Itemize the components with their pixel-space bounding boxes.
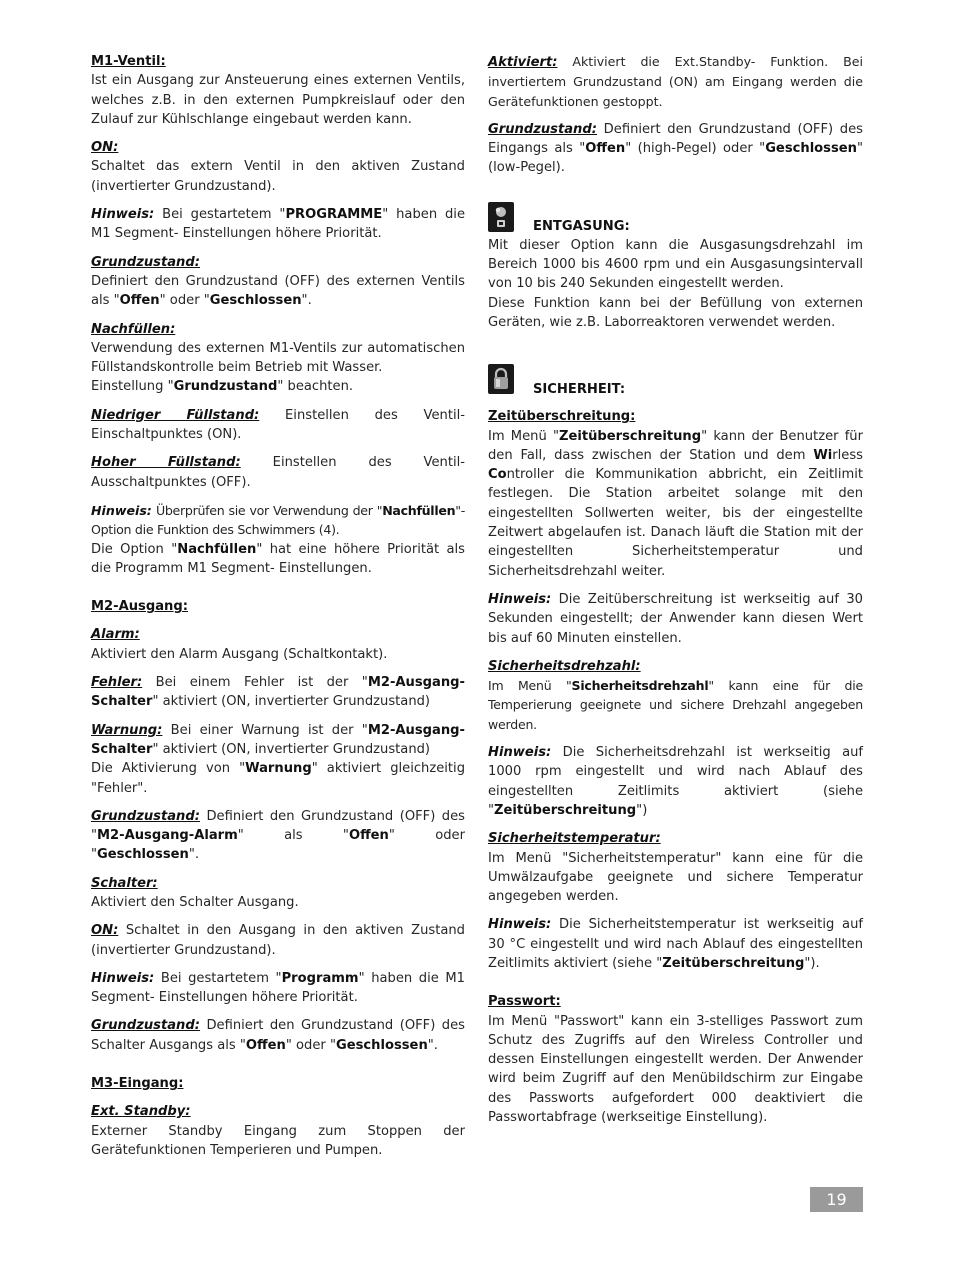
sicherheit-header xyxy=(488,364,863,398)
m2-fehler: Fehler: Bei einem Fehler ist der "M2-Ausgang-Schalter" aktiviert (ON, invertierter Grundzustand) xyxy=(91,675,465,710)
m2-alarm-label: Alarm: xyxy=(91,627,140,643)
m2-warnung-2: Die Aktivierung von "Warnung" aktiviert gleichzeitig "Fehler". xyxy=(91,761,466,796)
m2-schalter-text: Aktiviert den Schalter Ausgang. xyxy=(91,894,299,910)
m1-hinweis: Hinweis: Bei gestartetem "PROGRAMME" haben die M1 Segment- Einstellungen höhere Priorität. xyxy=(91,207,465,242)
m1-hinweis-2b: Die Option "Nachfüllen" hat eine höhere Priorität als die Programm M1 Segment- Einstellungen. xyxy=(91,541,465,576)
zeit-hinweis: Hinweis: Die Zeitüberschreitung ist werkseitig auf 30 Sekunden eingestellt; der Anwender kann diesen Wert bis auf 60 Minuten einstellen. xyxy=(488,591,863,646)
aktiviert: Aktiviert: Aktiviert die Ext.Standby- Funktion. Bei invertiertem Grundzustand (ON) am Eingang werden die Gerätefunktionen gestoppt. xyxy=(488,54,863,109)
m1-grundzustand-label: Grundzustand: xyxy=(91,254,200,270)
entgasung-text-1: Mit dieser Option kann die Ausgasungsdrehzahl im Bereich 1000 bis 4600 rpm und ein Ausgasungsintervall von 10 bis 240 Sekunden eingestellt werden. xyxy=(488,237,863,292)
m1-hinweis-2: Hinweis: Überprüfen sie vor Verwendung der "Nachfüllen"-Option die Funktion des Schwimmers (4). xyxy=(91,502,465,538)
m1-hoher-fuellstand: Hoher Füllstand: Einstellen des Ventil- Ausschaltpunktes (OFF). xyxy=(91,455,465,490)
left-column xyxy=(91,52,465,1160)
drehzahl-text: Im Menü "Sicherheitsdrehzahl" kann eine für die Temperierung geeignete und sichere Drehzahl angegeben werden. xyxy=(488,678,863,732)
m1-nachfuellen-label: Nachfüllen: xyxy=(91,321,176,337)
degassing-icon xyxy=(488,202,514,232)
m3-ext-standby-text: Externer Standby Eingang zum Stoppen der Gerätefunktionen Temperieren und Pumpen. xyxy=(91,1123,465,1158)
m2-grundzustand: Grundzustand: Definiert den Grundzustand (OFF) des "M2-Ausgang-Alarm" als "Offen" oder "Geschlossen". xyxy=(91,808,465,863)
entgasung-title: ENTGASUNG: xyxy=(533,219,630,235)
m2-alarm-text: Aktiviert den Alarm Ausgang (Schaltkontakt). xyxy=(91,646,388,662)
temperatur-hinweis: Hinweis: Die Sicherheitstemperatur ist werkseitig auf 30 °C eingestellt und wird nach Ablauf des eingestellten Zeitlimits aktiviert (siehe "Zeitüberschreitung"). xyxy=(488,917,863,971)
m3-grundzustand: Grundzustand: Definiert den Grundzustand (OFF) des Eingangs als "Offen" (high-Pegel) oder "Geschlossen" (low-Pegel). xyxy=(488,121,863,176)
sicherheit-title: SICHERHEIT: xyxy=(533,381,626,397)
passwort-heading: Passwort: xyxy=(488,994,561,1010)
m1-niedriger-fuellstand: Niedriger Füllstand: Einstellen des Ventil- Einschaltpunktes (ON). xyxy=(91,407,465,443)
m2-warnung: Warnung: Bei einer Warnung ist der "M2-Ausgang-Schalter" aktiviert (ON, invertierter Grundzustand) xyxy=(91,722,465,757)
drehzahl-label: Sicherheitsdrehzahl: xyxy=(488,658,641,674)
m1-heading: M1-Ventil: xyxy=(91,54,166,69)
m2-hinweis: Hinweis: Bei gestartetem "Programm" haben die M1 Segment- Einstellungen höhere Priorität. xyxy=(91,970,465,1006)
m1-grundzustand-text: Definiert den Grundzustand (OFF) des externen Ventils als "Offen" oder "Geschlossen". xyxy=(91,273,465,309)
m2-on: ON: Schaltet in den Ausgang in den aktiven Zustand (invertierter Grundzustand). xyxy=(91,923,465,958)
entgasung-text-2: Diese Funktion kann bei der Befüllung von externen Geräten, wie z.B. Laborreaktoren verwendet werden. xyxy=(488,295,863,330)
passwort-text: Im Menü "Passwort" kann ein 3-stelliges Passwort zum Schutz des Zugriffs auf den Wireless Controller und dessen Einstellungen eingestellt werden. Der Anwender wird beim Zugriff auf den Menübildschirm zur Eingabe des Passworts aufgefordert 000 deaktiviert die Passwortabfrage (werkseitige Einstellung). xyxy=(488,1013,863,1126)
right-column xyxy=(488,52,863,1127)
m2-schalter-label: Schalter: xyxy=(91,875,158,891)
temperatur-label: Sicherheitstemperatur: xyxy=(488,831,661,847)
page-number: 19 xyxy=(810,1187,863,1212)
m3-ext-standby-label: Ext. Standby: xyxy=(91,1104,191,1120)
padlock-icon xyxy=(488,364,514,394)
m2-grundzustand-2: Grundzustand: Definiert den Grundzustand (OFF) des Schalter Ausgangs als "Offen" oder "Geschlossen". xyxy=(91,1018,465,1053)
m1-on-text: Schaltet das extern Ventil in den aktiven Zustand (invertierter Grundzustand). xyxy=(91,159,465,194)
entgasung-header xyxy=(488,202,863,236)
m3-heading: M3-Eingang: xyxy=(91,1076,184,1092)
drehzahl-hinweis: Hinweis: Die Sicherheitsdrehzahl ist werkseitig auf 1000 rpm eingestellt und wird nach Ablauf des eingestellten Zeitlimits aktiviert (siehe "Zeitüberschreitung") xyxy=(488,745,863,818)
m1-description: Ist ein Ausgang zur Ansteuerung eines externen Ventils, welches z.B. in den externen Pumpkreislauf oder den Zulauf zur Kühlschlange eingebaut werden kann. xyxy=(91,73,465,127)
zeit-heading: Zeitüberschreitung: xyxy=(488,409,636,425)
zeit-text: Im Menü "Zeitüberschreitung" kann der Benutzer für den Fall, dass zwischen der Station und dem Wirless Controller die Kommunikation abbricht, ein Zeitlimit festlegen. Die Station arbeitet solange mit den eingestellten Sollwerten weiter, bis der eingestellte Zeitwert abgelaufen ist. Danach läuft die Station mit der eingestellten Sicherheitstemperatur und Sicherheitsdrehzahl weiter. xyxy=(488,428,863,579)
m1-on-label: ON: xyxy=(91,140,119,156)
m1-nachfuellen-text: Verwendung des externen M1-Ventils zur automatischen Füllstandskontrolle beim Betrieb mit Wasser. xyxy=(91,340,465,376)
m2-heading: M2-Ausgang: xyxy=(91,599,188,615)
temperatur-text: Im Menü "Sicherheitstemperatur" kann eine für die Umwälzaufgabe geeignete und sichere Temperatur angegeben werden. xyxy=(488,850,863,905)
m1-nachfuellen-note: Einstellung "Grundzustand" beachten. xyxy=(91,379,354,395)
